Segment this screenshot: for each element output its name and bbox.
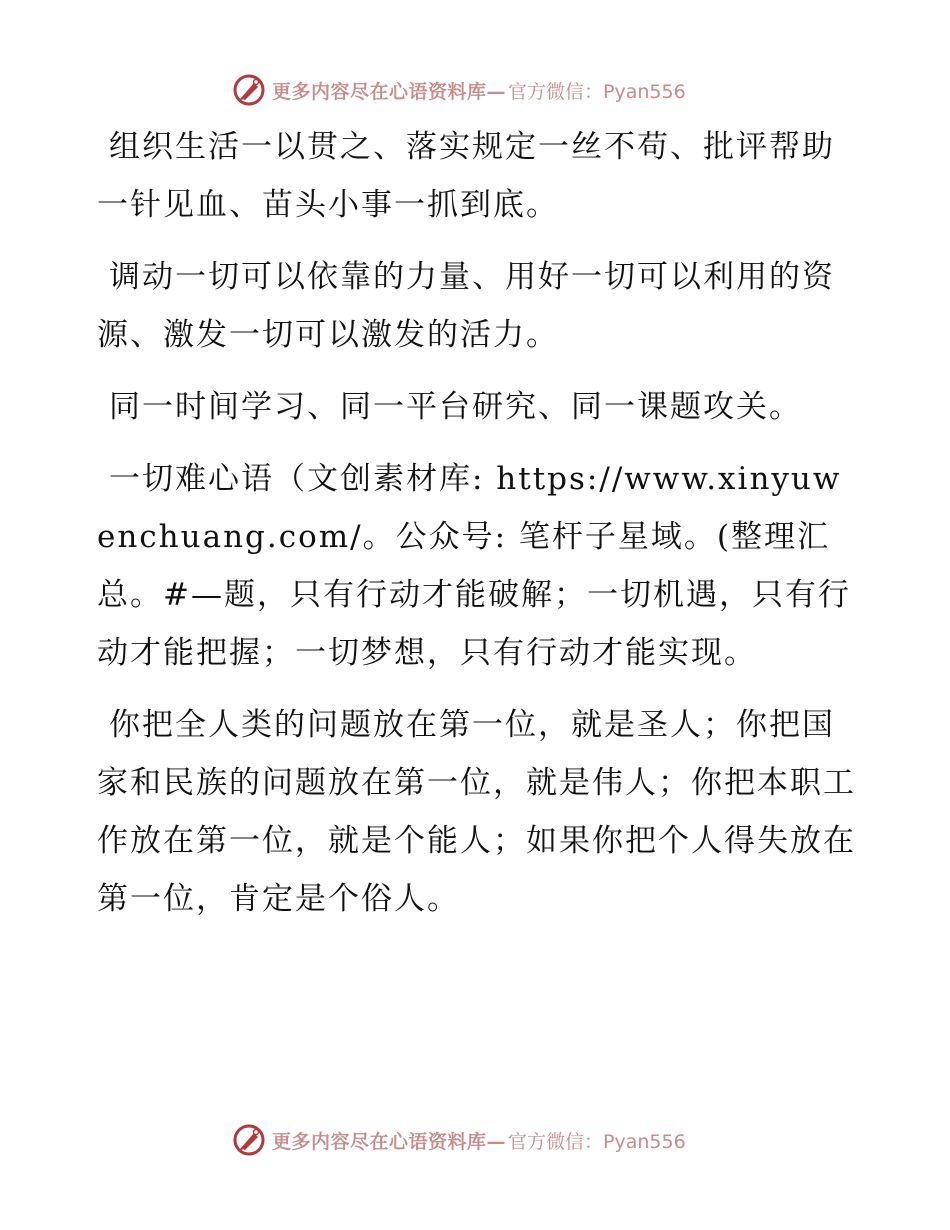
paragraph-1: 组织生活一以贯之、落实规定一丝不苟、批评帮助一针见血、苗头小事一抓到底。 xyxy=(97,129,835,223)
document-body xyxy=(97,118,857,942)
header-watermark xyxy=(232,72,752,108)
paragraph-2: 调动一切可以依靠的力量、用好一切可以利用的资源、激发一切可以激发的活力。 xyxy=(97,259,835,353)
pen-nib-logo-icon xyxy=(232,1123,266,1157)
pen-nib-logo-icon xyxy=(232,73,266,107)
footer-watermark xyxy=(232,1122,752,1158)
paragraph-4: 一切难心语（文创素材库: https://www.xinyuwenchuang.com/。公众号: 笔杆子星域。(整理汇总。#—题，只有行动才能破解；一切机遇，只有行动才能把握；一切梦想，只有行动才能实现。 xyxy=(97,461,851,671)
paragraph-5: 你把全人类的问题放在第一位，就是圣人；你把国家和民族的问题放在第一位，就是伟人；你把本职工作放在第一位，就是个能人；如果你把个人得失放在第一位，肯定是个俗人。 xyxy=(97,707,856,917)
footer-contact: 官方微信：Pyan556 xyxy=(508,1130,686,1153)
paragraph-3: 同一时间学习、同一平台研究、同一课题攻关。 xyxy=(109,389,802,425)
header-contact: 官方微信：Pyan556 xyxy=(508,80,686,103)
footer-slogan: 更多内容尽在心语资料库— xyxy=(272,1130,507,1153)
header-slogan: 更多内容尽在心语资料库— xyxy=(272,80,507,103)
